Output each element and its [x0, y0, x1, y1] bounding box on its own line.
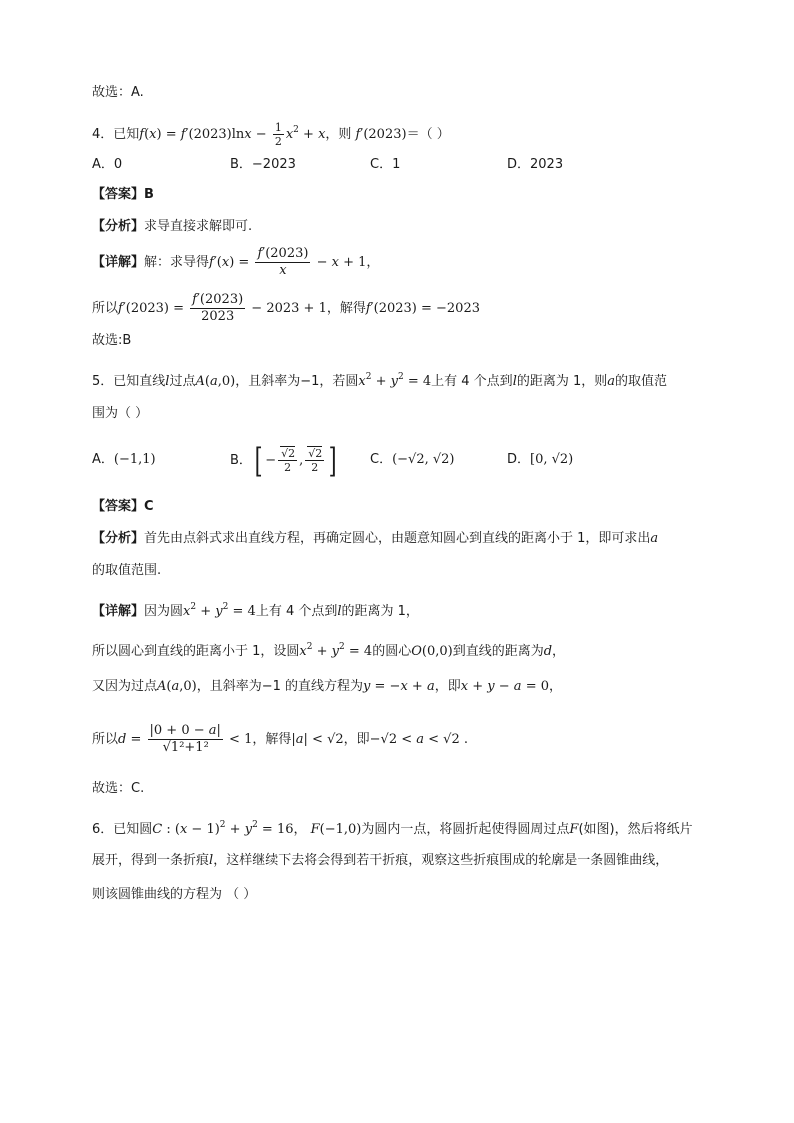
q4-pick: 故选:B — [92, 333, 132, 348]
q5-detail-line3: 又因为过点A(a,0)，且斜率为−1 的直线方程为y = −x + a，即x + y − a = 0， — [92, 679, 562, 694]
q5-detail: 【详解】因为圆$x^2 + y^2 = 4$上有 4 个点到l的距离为 1， — [92, 602, 419, 619]
q4-option-a: A．0 — [92, 157, 123, 172]
q4-detail: 【详解】解：求导得f′(x) = $\frac{f'(2023)}{x}$ − x + 1， — [92, 246, 380, 278]
question-5-stem: 5．已知直线l过点A(a,0)，且斜率为−1，若圆$x^2 + y^2 = 4$上有 4 个点到l的距离为 1，则a的取值范 — [92, 372, 668, 389]
q4-option-c: C．1 — [370, 157, 401, 172]
q4-option-d: D．2023 — [507, 157, 564, 172]
q5-analysis: 【分析】首先由点斜式求出直线方程，再确定圆心，由题意知圆心到直线的距离小于 1，即可求出a — [92, 531, 659, 546]
prev-answer-choice: 故选：A. — [92, 85, 144, 100]
q4-answer: 【答案】B — [92, 187, 154, 202]
q5-pick: 故选：C. — [92, 781, 145, 796]
q5-answer: 【答案】C — [92, 499, 154, 514]
q4-analysis: 【分析】求导直接求解即可. — [92, 219, 253, 234]
q4-detail-line2: 所以f′(2023) = $\frac{f'(2023)}{2023}$ − 2023 + 1，解得f′(2023) = −2023 — [92, 292, 480, 324]
question-6-stem-line3: 则该圆锥曲线的方程为 （ ） — [92, 887, 257, 902]
question-4-stem: 4．已知f(x) = f′(2023)lnx − $\frac{1}{2}$ $x^2 + x$，则 f′(2023)＝（ ） — [92, 121, 450, 148]
q5-analysis-line2: 的取值范围. — [92, 563, 162, 578]
q5-detail-line4: 所以d = $\frac{|0 + 0 - a|}{\text{√1²+1²}}$ < 1，解得|a| < √2，即−√2 < a < √2 . — [92, 723, 468, 755]
question-6-stem-line2: 展开，得到一条折痕l，这样继续下去将会得到若干折痕，观察这些折痕围成的轮廓是一条圆锥曲线， — [92, 853, 669, 868]
q4-option-b: B．−2023 — [230, 157, 296, 172]
question-5-stem-line2: 围为（ ） — [92, 406, 149, 421]
q5-option-c: C．(−√2, √2) — [370, 452, 455, 467]
q5-option-b: B．[ − $\frac{√2}{2}$ , $\frac{√2}{2}$ ] — [230, 440, 337, 481]
question-6-stem: 6．已知圆C : $(x - 1)^2 + y^2 = 16$， F(−1,0)为圆内一点，将圆折起使得圆周过点F(如图)，然后将纸片 — [92, 820, 693, 837]
q5-option-d: D．[0, √2) — [507, 452, 574, 467]
q5-detail-line2: 所以圆心到直线的距离小于 1，设圆$x^2 + y^2 = 4$的圆心O(0,0)到直线的距离为d， — [92, 642, 566, 659]
q5-option-a: A．(−1,1) — [92, 452, 156, 467]
